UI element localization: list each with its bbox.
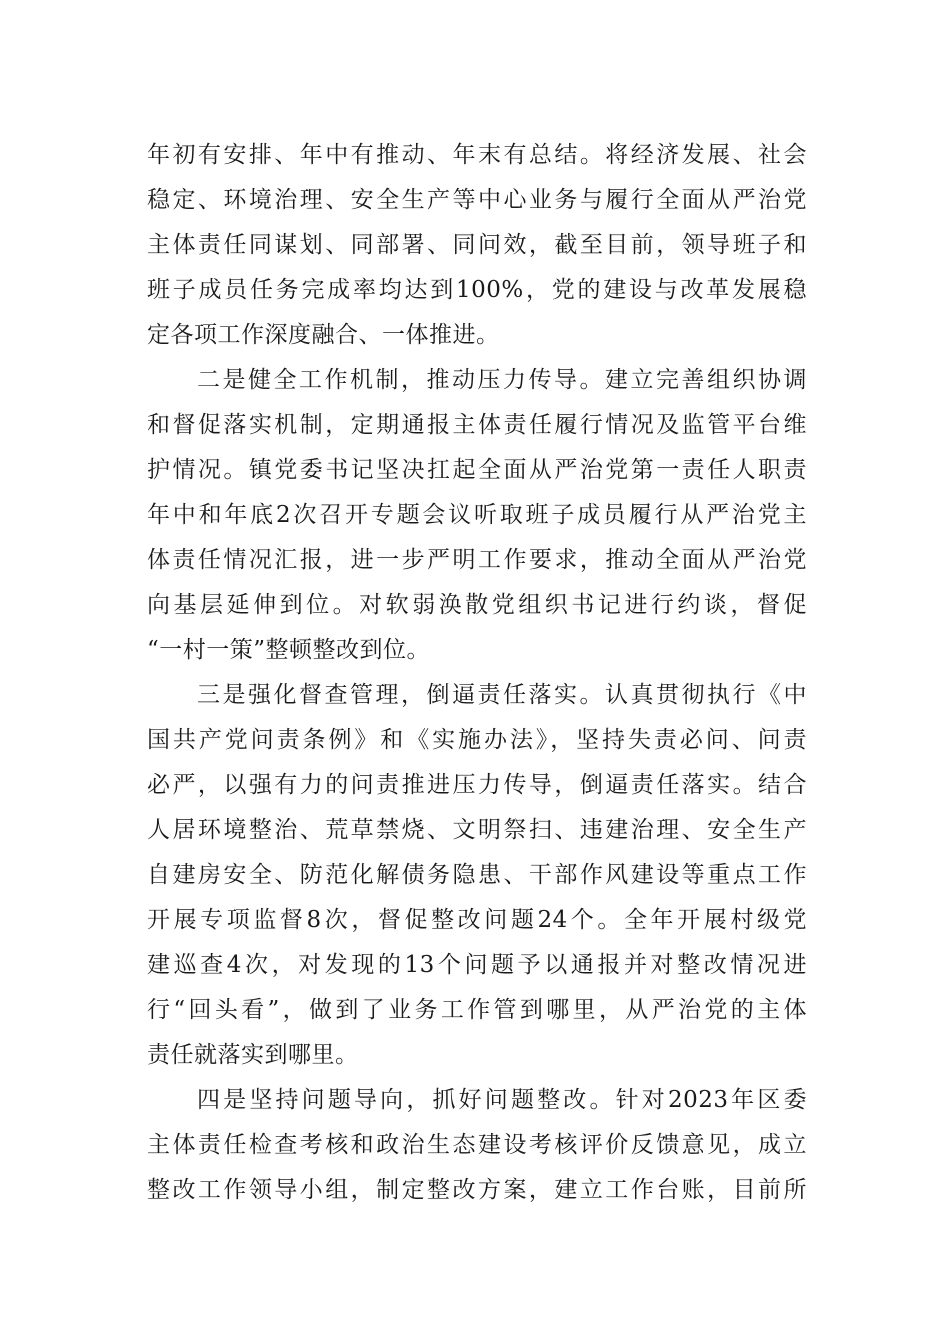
text-line: 向基层延伸到位。对软弱涣散党组织书记进行约谈，督促	[147, 592, 807, 618]
document-body	[147, 133, 807, 1213]
paragraph-start: 三是强化督查管理，倒逼责任落实。认真贯彻执行《中	[197, 682, 807, 708]
text-line: 必严，以强有力的问责推进压力传导，倒逼责任落实。结合	[147, 772, 807, 798]
text-line: 定各项工作深度融合、一体推进。	[147, 322, 500, 348]
text-line: 体责任情况汇报，进一步严明工作要求，推动全面从严治党	[147, 547, 807, 573]
text-line: 和督促落实机制，定期通报主体责任履行情况及监管平台维	[147, 412, 807, 438]
text-line: 开展专项监督8次，督促整改问题24个。全年开展村级党	[147, 907, 807, 933]
text-line: “一村一策”整顿整改到位。	[147, 637, 431, 663]
text-line: 稳定、环境治理、安全生产等中心业务与履行全面从严治党	[147, 187, 807, 213]
text-line: 年中和年底2次召开专题会议听取班子成员履行从严治党主	[147, 502, 807, 528]
text-line: 国共产党问责条例》和《实施办法》，坚持失责必问、问责	[147, 727, 807, 753]
text-line: 人居环境整治、荒草禁烧、文明祭扫、违建治理、安全生产	[147, 817, 807, 843]
text-line: 责任就落实到哪里。	[147, 1042, 359, 1068]
text-line: 年初有安排、年中有推动、年末有总结。将经济发展、社会	[147, 142, 807, 168]
text-line: 班子成员任务完成率均达到100%，党的建设与改革发展稳	[147, 277, 807, 303]
text-line: 主体责任同谋划、同部署、同问效，截至目前，领导班子和	[147, 232, 807, 258]
text-line: 护情况。镇党委书记坚决扛起全面从严治党第一责任人职责	[147, 457, 807, 483]
text-line: 整改工作领导小组，制定整改方案，建立工作台账，目前所	[147, 1177, 807, 1203]
text-line: 自建房安全、防范化解债务隐患、干部作风建设等重点工作	[147, 862, 807, 888]
paragraph-start: 四是坚持问题导向，抓好问题整改。针对2023年区委	[197, 1087, 807, 1113]
paragraph-start: 二是健全工作机制，推动压力传导。建立完善组织协调	[197, 367, 807, 393]
text-line: 行“回头看”，做到了业务工作管到哪里，从严治党的主体	[147, 997, 807, 1023]
text-line: 主体责任检查考核和政治生态建设考核评价反馈意见，成立	[147, 1132, 807, 1158]
text-line: 建巡查4次，对发现的13个问题予以通报并对整改情况进	[147, 952, 807, 978]
